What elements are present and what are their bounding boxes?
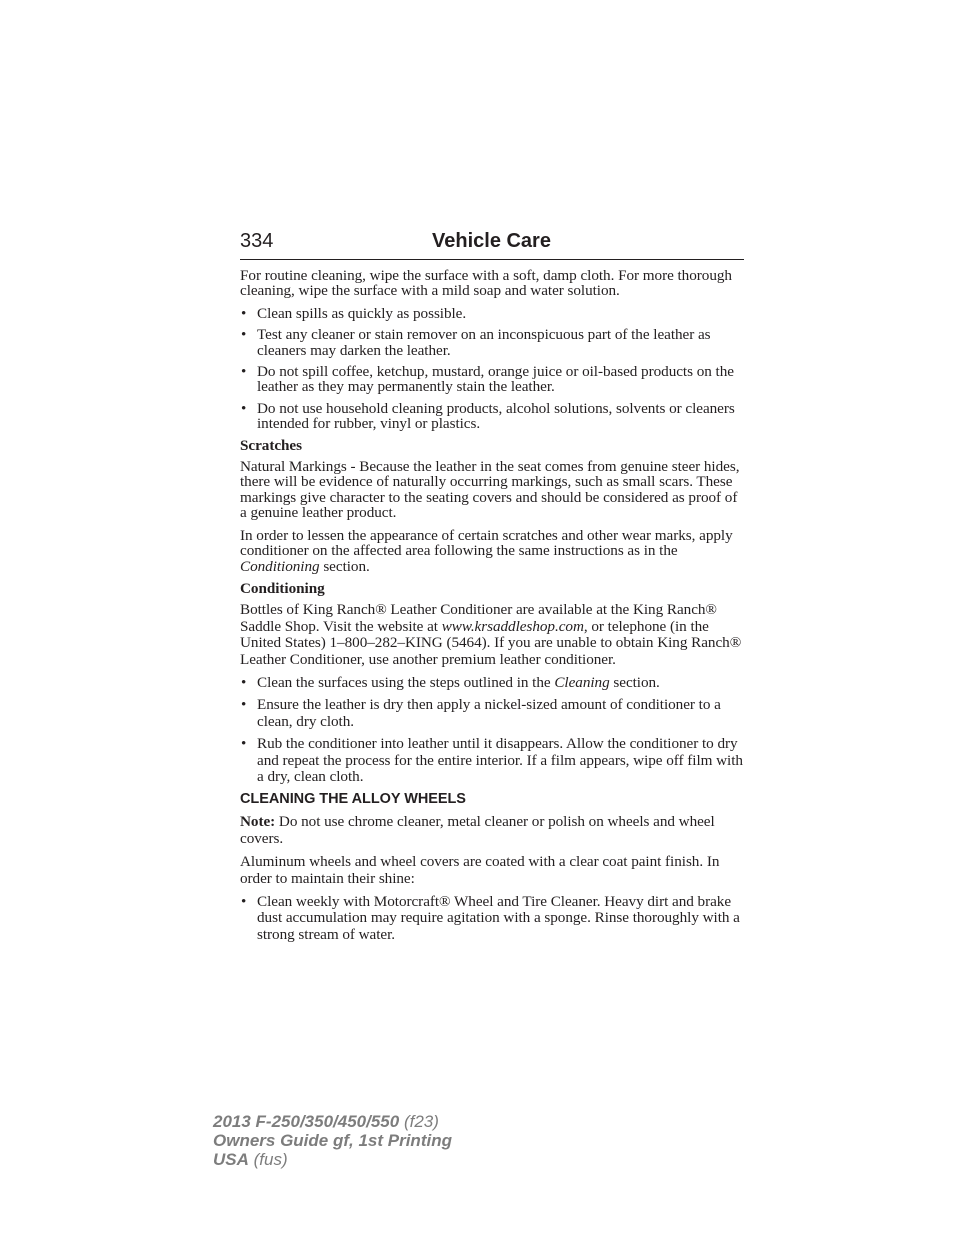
page-content (240, 268, 745, 949)
list-item: • Clean weekly with Motorcraft® Wheel and Tire Cleaner. Heavy dirt and brake dust accumulation may require agitation with a sponge. Rinse thoroughly with a strong stream of water. (240, 894, 745, 943)
conditioning-heading: Conditioning (240, 579, 325, 597)
page-number: 334 (240, 230, 274, 252)
wheel-care-list (240, 894, 745, 943)
intro-paragraph: For routine cleaning, wipe the surface with a soft, damp cloth. For more thorough cleaning, wipe the surface with a mild soap and water solution. (240, 267, 732, 300)
scratches-conditioning-paragraph: In order to lessen the appearance of certain scratches and other wear marks, apply conditioner on the affected area following the same instructions as in the Conditioning section. (240, 526, 733, 575)
conditioning-steps-list (240, 675, 745, 785)
list-item: • Rub the conditioner into leather until it disappears. Allow the conditioner to dry and repeat the process for the entire interior. If a film appears, wipe off film with a dry, clean cloth. (240, 736, 745, 785)
conditioning-reference: Conditioning (240, 557, 320, 575)
footer-region-line: USA (fus) (213, 1150, 288, 1169)
page-header (240, 229, 744, 260)
list-item: • Clean spills as quickly as possible. (240, 306, 745, 321)
footer-guide-line: Owners Guide gf, 1st Printing (213, 1131, 452, 1150)
note-paragraph: Note: Do not use chrome cleaner, metal cleaner or polish on wheels and wheel covers. (240, 813, 715, 847)
conditioning-paragraph: Bottles of King Ranch® Leather Conditioner are available at the King Ranch® Saddle Shop. Visit the website at www.krsaddleshop.com, or telephone (in the United States) 1–800–282–KING (5464). If you are unable to obtain King Ranch® Leather Conditioner, use another premium leather conditioner. (240, 601, 742, 668)
scratches-heading: Scratches (240, 436, 302, 454)
list-item: • Do not use household cleaning products, alcohol solutions, solvents or cleaners intended for rubber, vinyl or plastics. (240, 401, 745, 432)
list-item: • Clean the surfaces using the steps outlined in the Cleaning section. (240, 675, 745, 691)
page-title: Vehicle Care (432, 230, 551, 252)
website-link[interactable]: www.krsaddleshop.com (441, 617, 584, 635)
page-footer (213, 1112, 452, 1169)
list-item: • Test any cleaner or stain remover on an inconspicuous part of the leather as cleaners may darken the leather. (240, 327, 745, 358)
scratches-paragraph: Natural Markings - Because the leather in the seat comes from genuine steer hides, there will be evidence of naturally occurring markings, such as small scars. These markings give character to the seating covers and should be considered as proof of a genuine leather product. (240, 458, 740, 522)
leather-care-list (240, 306, 745, 432)
cleaning-reference: Cleaning (554, 673, 610, 691)
section-heading-alloy-wheels: CLEANING THE ALLOY WHEELS (240, 791, 466, 808)
list-item: • Ensure the leather is dry then apply a nickel-sized amount of conditioner to a clean, dry cloth. (240, 697, 745, 730)
list-item: • Do not spill coffee, ketchup, mustard, orange juice or oil-based products on the leather as they may permanently stain the leather. (240, 364, 745, 395)
wheels-paragraph: Aluminum wheels and wheel covers are coated with a clear coat paint finish. In order to maintain their shine: (240, 853, 720, 887)
footer-model-line: 2013 F-250/350/450/550 (f23) (213, 1112, 439, 1131)
note-label: Note: (240, 813, 276, 831)
